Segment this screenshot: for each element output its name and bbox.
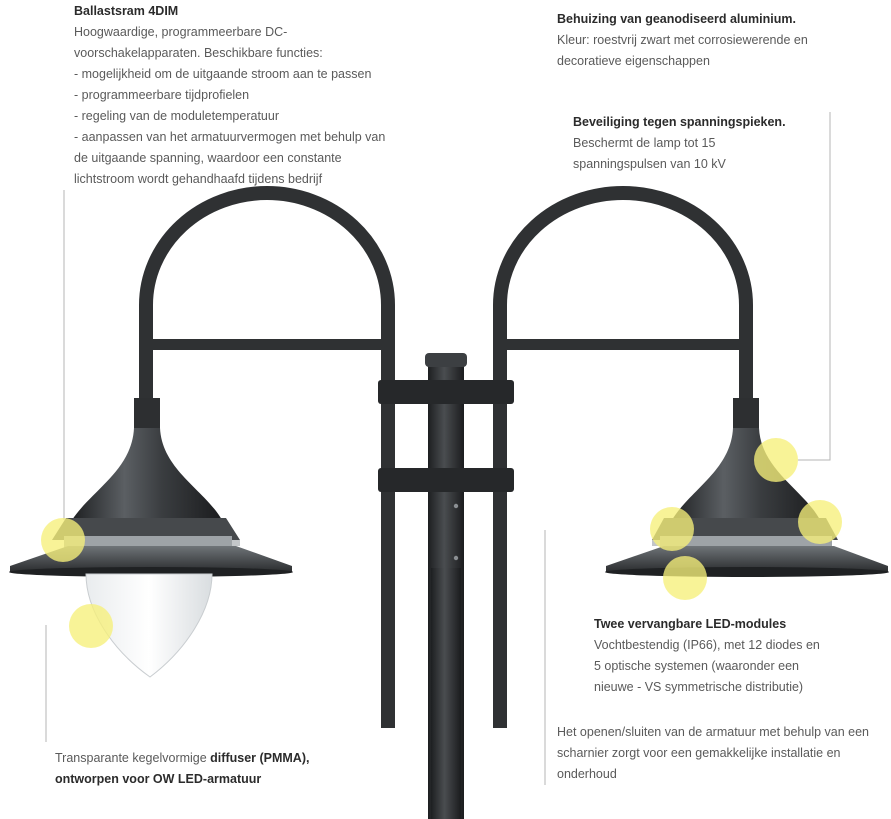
callout-ballast-line: Hoogwaardige, programmeerbare DC- <box>74 25 288 39</box>
callout-hinge-line: onderhoud <box>557 767 617 781</box>
callout-surge-title: Beveiliging tegen spanningspieken. <box>573 115 786 129</box>
callout-ballast <box>74 1 414 190</box>
callout-led-title: Twee vervangbare LED-modules <box>594 617 787 631</box>
callout-ballast-title: Ballastsram 4DIM <box>74 4 179 18</box>
callout-ballast-line: - regeling van de moduletemperatuur <box>74 109 279 123</box>
callout-diffuser-bold-2: ontworpen voor OW LED-armatuur <box>55 772 262 786</box>
right-luminaire <box>605 398 889 577</box>
callout-ballast-line: - mogelijkheid om de uitgaande stroom aan te passen <box>74 67 372 81</box>
callout-diffuser-prefix: Transparante kegelvormige <box>55 751 211 765</box>
callout-diffuser <box>55 748 355 790</box>
marker-housing <box>754 438 798 482</box>
callout-led-line: nieuwe - VS symmetrische distributie) <box>594 680 804 694</box>
callout-diffuser-bold-1: diffuser (PMMA), <box>210 751 310 765</box>
callout-surge <box>573 112 833 175</box>
marker-led <box>663 556 707 600</box>
left-arm <box>146 193 388 728</box>
callout-ballast-line: - aanpassen van het armatuurvermogen met behulp van <box>74 130 386 144</box>
callout-ballast-line: voorschakelapparaten. Beschikbare functies: <box>74 46 323 60</box>
callout-hinge-line: scharnier zorgt voor een gemakkelijke installatie en <box>557 746 841 760</box>
callout-led-line: Vochtbestendig (IP66), met 12 diodes en <box>594 638 820 652</box>
callout-ballast-line: de uitgaande spanning, waardoor een constante <box>74 151 342 165</box>
callout-housing-line: Kleur: roestvrij zwart met corrosiewerende en <box>557 33 808 47</box>
callout-surge-line: spanningspulsen van 10 kV <box>573 157 726 171</box>
callout-ballast-line: - programmeerbare tijdprofielen <box>74 88 250 102</box>
cross-bars <box>146 339 746 350</box>
callout-hinge <box>557 722 887 785</box>
marker-ballast <box>41 518 85 562</box>
callout-surge-line: Beschermt de lamp tot 15 <box>573 136 716 150</box>
marker-diffuser <box>69 604 113 648</box>
callout-ballast-line: lichtstroom wordt gehandhaafd tijdens bedrijf <box>74 172 323 186</box>
callout-diffuser-line-1 <box>55 748 355 769</box>
callout-housing-line: decoratieve eigenschappen <box>557 54 710 68</box>
marker-surge <box>798 500 842 544</box>
callout-led <box>594 614 874 698</box>
callout-housing-title: Behuizing van geanodiseerd aluminium. <box>557 12 796 26</box>
callout-led-line: 5 optische systemen (waaronder een <box>594 659 799 673</box>
marker-hinge <box>650 507 694 551</box>
callout-housing <box>557 9 877 72</box>
callout-hinge-line: Het openen/sluiten van de armatuur met behulp van een <box>557 725 870 739</box>
central-pole <box>425 353 467 819</box>
